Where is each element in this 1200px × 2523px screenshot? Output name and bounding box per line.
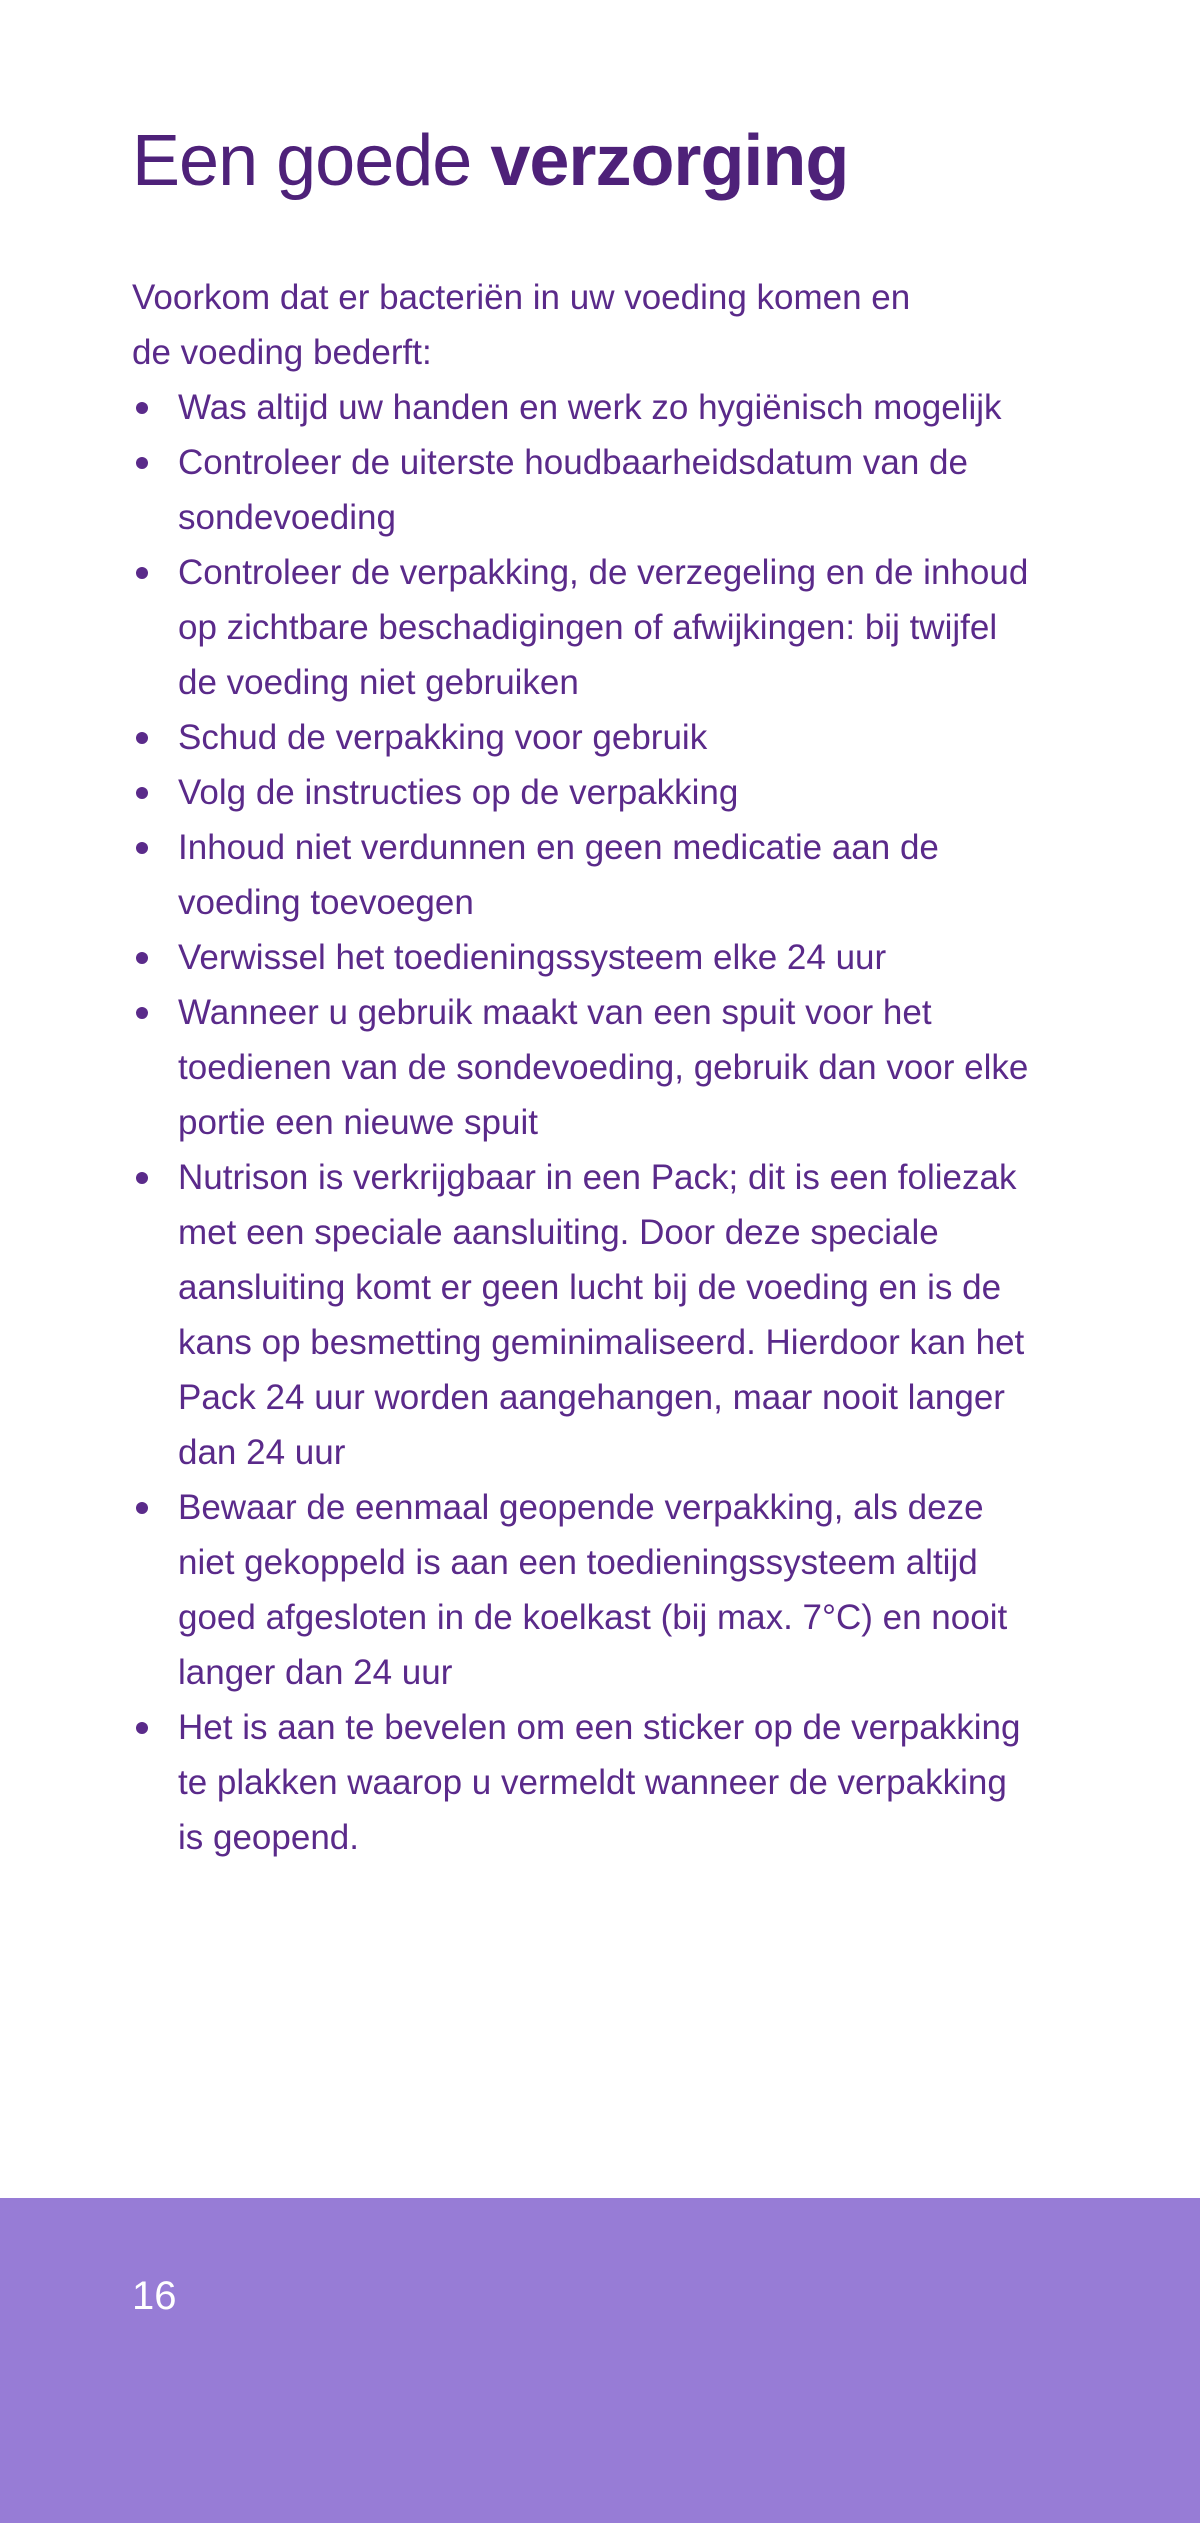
list-item-text: Schud de verpakking voor gebruik (178, 718, 708, 757)
page-title-light: Een goede (132, 121, 491, 201)
bullet-icon (136, 952, 148, 964)
list-item-text: Controleer de verpakking, de verzegeling en de inhoud op zichtbare beschadigingen of afwijkingen: bij twijfel de voeding niet gebruiken (178, 553, 1029, 702)
footer-band (0, 2198, 1200, 2523)
list-item-text: Het is aan te bevelen om een sticker op de verpakking te plakken waarop u vermeldt wanneer de verpakking is geopend. (178, 1708, 1021, 1857)
page-content (132, 118, 1092, 1865)
bullet-icon (136, 1502, 148, 1514)
page-title (132, 118, 1092, 204)
list-item (132, 1480, 1092, 1700)
page-number: 16 (132, 2274, 177, 2318)
list-item-text: Controleer de uiterste houdbaarheidsdatum van de sondevoeding (178, 443, 968, 537)
list-item-text: Inhoud niet verdunnen en geen medicatie aan de voeding toevoegen (178, 828, 939, 922)
list-item (132, 1150, 1092, 1480)
bullet-icon (136, 457, 148, 469)
list-item-text: Wanneer u gebruik maakt van een spuit voor het toedienen van de sondevoeding, gebruik dan voor elke portie een nieuwe spuit (178, 993, 1029, 1142)
list-item-text: Bewaar de eenmaal geopende verpakking, als deze niet gekoppeld is aan een toedieningssysteem altijd goed afgesloten in de koelkast (bij max. 7°C) en nooit langer dan 24 uur (178, 1488, 1008, 1692)
bullet-icon (136, 1172, 148, 1184)
list-item (132, 1700, 1092, 1865)
list-item (132, 930, 1092, 985)
page-title-bold: verzorging (490, 121, 849, 201)
bullet-icon (136, 787, 148, 799)
bullet-icon (136, 1007, 148, 1019)
list-item-text: Verwissel het toedieningssysteem elke 24 uur (178, 938, 887, 977)
list-item-text: Nutrison is verkrijgbaar in een Pack; dit is een foliezak met een speciale aansluiting. Door deze speciale aansluiting komt er geen lucht bij de voeding en is de kans op besmetting geminimaliseerd. Hierdoor kan het Pack 24 uur worden aangehangen, maar nooit langer dan 24 uur (178, 1158, 1025, 1472)
bullet-icon (136, 1722, 148, 1734)
list-item-text: Volg de instructies op de verpakking (178, 773, 739, 812)
bullet-icon (136, 402, 148, 414)
list-item (132, 710, 1092, 765)
list-item (132, 765, 1092, 820)
bullet-icon (136, 567, 148, 579)
bullet-icon (136, 732, 148, 744)
care-instructions-list (132, 380, 1092, 1865)
bullet-icon (136, 842, 148, 854)
list-item (132, 545, 1092, 710)
list-item (132, 820, 1092, 930)
intro-text: Voorkom dat er bacteriën in uw voeding komen en de voeding bederft: (132, 278, 911, 372)
list-item (132, 985, 1092, 1150)
list-item (132, 380, 1092, 435)
list-item-text: Was altijd uw handen en werk zo hygiënisch mogelijk (178, 388, 1002, 427)
list-item (132, 435, 1092, 545)
